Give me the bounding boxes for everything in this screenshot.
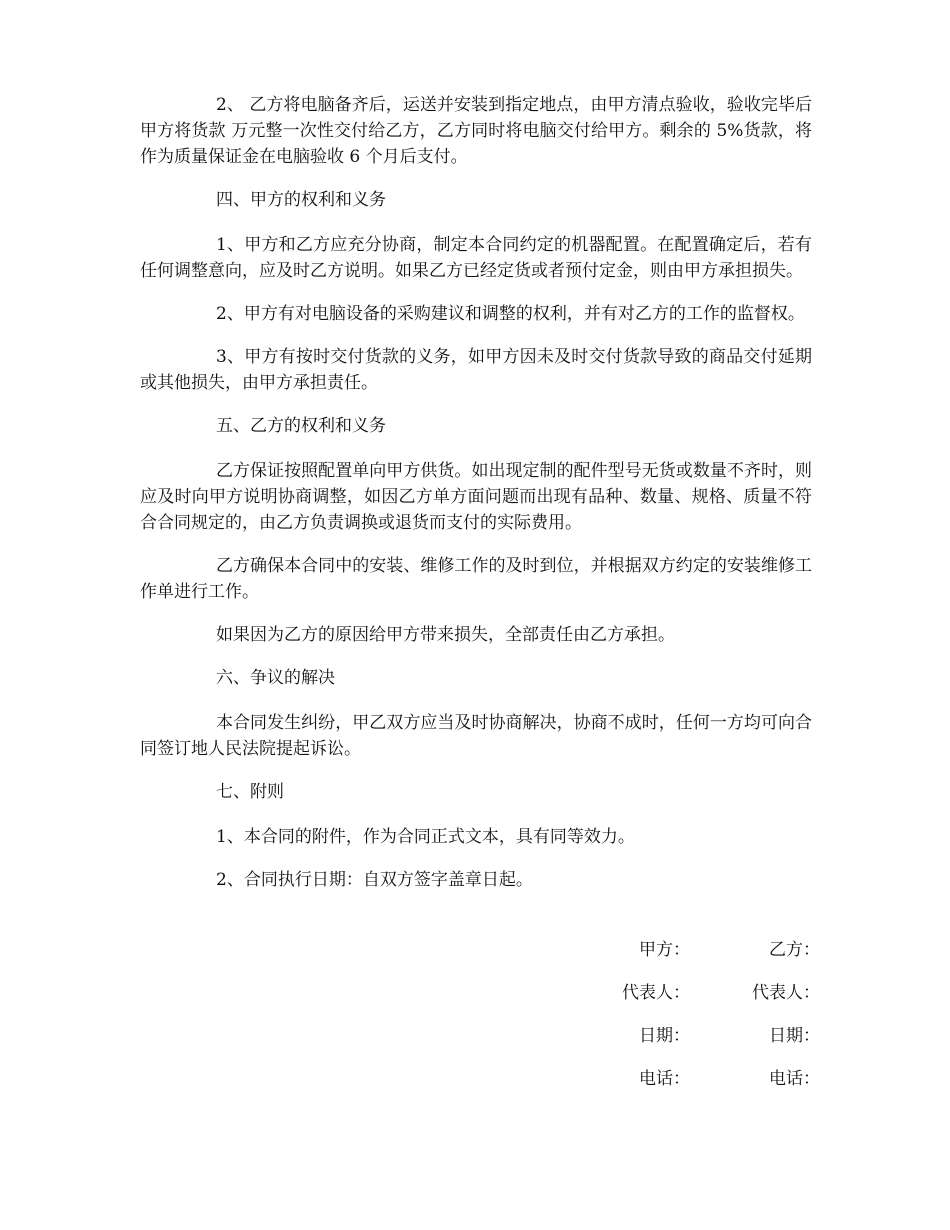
paragraph-party-b-clause-2: 乙方确保本合同中的安装、维修工作的及时到位，并根据双方约定的安装维修工作单进行工作。 <box>140 556 812 602</box>
signature-row-date <box>590 1023 820 1066</box>
party-a-label: 甲方： <box>639 940 690 960</box>
paragraph-party-a-clause-2: 2、甲方有对电脑设备的采购建议和调整的权利，并有对乙方的工作的监督权。 <box>216 304 805 324</box>
paragraph-dispute-clause: 本合同发生纠纷，甲乙双方应当及时协商解决，协商不成时，任何一方均可向合同签订地人民法院提起诉讼。 <box>140 713 812 759</box>
party-b-date-label: 日期： <box>769 1026 820 1046</box>
paragraph-payment-clause: 2、 乙方将电脑备齐后，运送并安装到指定地点，由甲方清点验收，验收完毕后甲方将货款 万元整一次性交付给乙方，乙方同时将电脑交付给甲方。剩余的 5%货款，将作为质量保证金在电脑验收 6 个月后支付。 <box>140 95 812 167</box>
signature-row-phone <box>590 1066 820 1109</box>
paragraph-supplementary-clause-1: 1、本合同的附件，作为合同正式文本，具有同等效力。 <box>216 827 635 847</box>
paragraph-supplementary-clause-2: 2、合同执行日期：自双方签字盖章日起。 <box>216 870 533 890</box>
section-heading-party-b-rights: 五、乙方的权利和义务 <box>216 416 386 436</box>
party-b-label: 乙方： <box>769 940 820 960</box>
section-heading-dispute-resolution: 六、争议的解决 <box>216 668 335 688</box>
party-a-representative-label: 代表人： <box>622 983 690 1003</box>
paragraph-party-a-clause-1: 1、甲方和乙方应充分协商，制定本合同约定的机器配置。在配置确定后，若有任何调整意向，应及时乙方说明。如果乙方已经定货或者预付定金，则由甲方承担损失。 <box>140 235 812 281</box>
party-b-phone-label: 电话： <box>769 1069 820 1089</box>
party-a-phone-label: 电话： <box>639 1069 690 1089</box>
paragraph-party-a-clause-3: 3、甲方有按时交付货款的义务，如甲方因未及时交付货款导致的商品交付延期或其他损失，由甲方承担责任。 <box>140 347 812 393</box>
contract-body <box>140 92 812 910</box>
signature-block <box>590 937 820 1109</box>
section-heading-party-a-rights: 四、甲方的权利和义务 <box>216 190 386 210</box>
paragraph-party-b-clause-3: 如果因为乙方的原因给甲方带来损失，全部责任由乙方承担。 <box>216 625 675 645</box>
section-heading-supplementary-provisions: 七、附则 <box>216 782 284 802</box>
signature-row-representative <box>590 980 820 1023</box>
signature-row-party <box>590 937 820 980</box>
party-a-date-label: 日期： <box>639 1026 690 1046</box>
paragraph-party-b-clause-1: 乙方保证按照配置单向甲方供货。如出现定制的配件型号无货或数量不齐时，则应及时向甲方说明协商调整，如因乙方单方面问题而出现有品种、数量、规格、质量不符合合同规定的，由乙方负责调换或退货而支付的实际费用。 <box>140 461 812 533</box>
party-b-representative-label: 代表人： <box>752 983 820 1003</box>
